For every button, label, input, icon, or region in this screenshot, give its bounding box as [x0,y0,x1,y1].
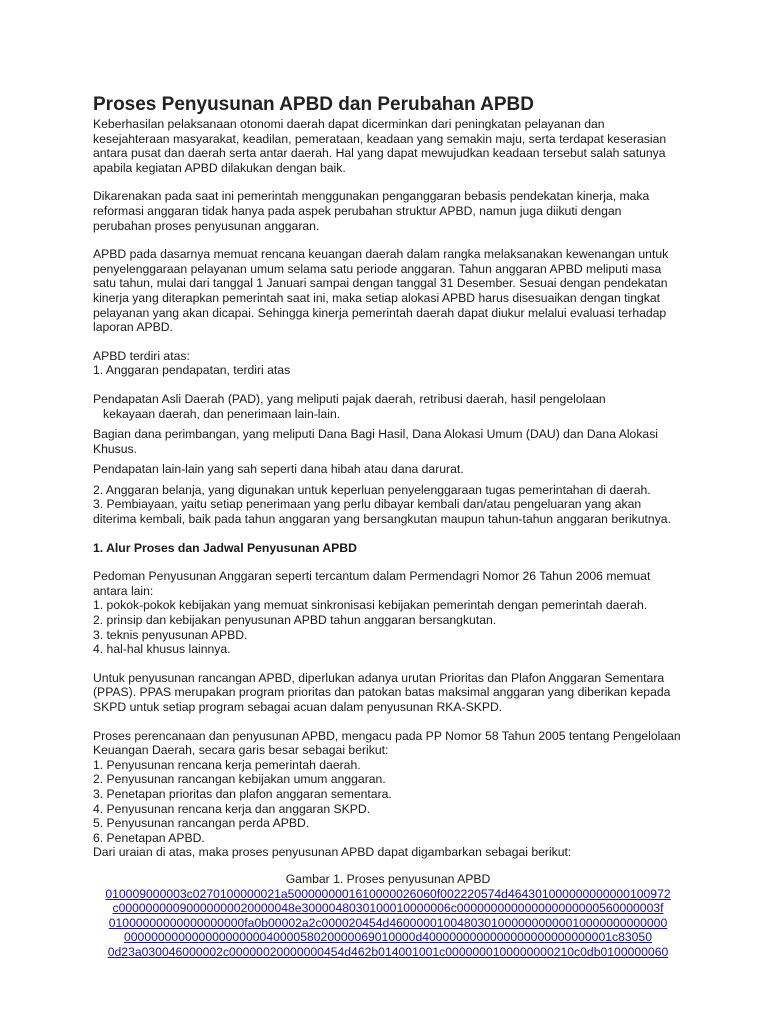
pad-item-continued: kekayaan daerah, dan penerimaan lain-lain. [103,406,341,421]
proses-item: 4. Penyusunan rencana kerja dan anggaran SKPD. [93,801,371,816]
embedded-image-link[interactable]: 0000000000000000000004000058020000069010000d4000000000000000000000000001c83050 [123,930,652,945]
section-heading: 1. Alur Proses dan Jadwal Penyusunan APBD [93,540,357,555]
apbd-components-title: APBD terdiri atas: [93,348,190,363]
dana-perimbangan-item: Bagian dana perimbangan, yang meliputi Dana Bagi Hasil, Dana Alokasi Umum (DAU) dan Dana Alokasi Khusus. [93,427,658,456]
pad-item: Pendapatan Asli Daerah (PAD), yang meliputi pajak daerah, retribusi daerah, hasil pengelolaan [93,391,606,406]
proses-intro: Proses perencanaan dan penyusunan APBD, mengacu pada PP Nomor 58 Tahun 2005 tentang Pengelolaan Keuangan Daerah, secara garis besar sebagai berikut: [93,728,681,758]
embedded-image-link[interactable]: 010009000003c0270100000021a5000000001610000026060f002220574d464301000000000000100972 [105,886,671,901]
pendapatan-lain-item: Pendapatan lain-lain yang sah seperti dana hibah atau dana darurat. [93,462,464,477]
paragraph-intro: Keberhasilan pelaksanaan otonomi daerah dapat dicerminkan dari peningkatan pelayanan dan kesejahteraan masyarakat, keadilan, pemerataan, keadaan yang semakin maju, serta terdapat keserasian antara pusat dan daerah serta antar daerah. Hal yang dapat mewujudkan keadaan tersebut salah satunya apabila kegiatan APBD dilakukan dengan baik. [93,117,667,175]
pedoman-item: 2. prinsip dan kebijakan penyusunan APBD tahun anggaran bersangkutan. [93,613,497,628]
proses-item: 1. Penyusunan rencana kerja pemerintah daerah. [93,757,361,772]
figure-caption: Gambar 1. Proses penyusunan APBD [285,871,491,886]
proses-item: 5. Penyusunan rancangan perda APBD. [93,816,310,831]
proses-item: 3. Penetapan prioritas dan plafon anggaran sementara. [93,786,392,801]
embedded-image-link[interactable]: 0d23a030046000002c00000020000000454d462b014001001c0000000100000000210c0db0100000060 [107,944,669,959]
embedded-image-link[interactable]: c00000000090000000020000048e3000048030100010000006c000000000000000000000560000003f [112,901,664,916]
apbd-component-2: 2. Anggaran belanja, yang digunakan untuk keperluan penyelenggaraan tugas pemerintahan di daerah. [93,482,651,497]
proses-item: 6. Penetapan APBD. [93,830,205,845]
pedoman-item: 3. teknis penyusunan APBD. [93,627,248,642]
pedoman-item: 1. pokok-pokok kebijakan yang memuat sinkronisasi kebijakan pemerintah dengan pemerintah daerah. [93,598,648,613]
embedded-image-link[interactable]: 01000000000000000000fa0b00002a2c000020454d46000001004803010000000000010000000000000 [108,915,668,930]
paragraph-apbd-definition: APBD pada dasarnya memuat rencana keuangan daerah dalam rangka melaksanakan kewenangan untuk penyelenggaraan pelayanan umum selama satu periode anggaran. Tahun anggaran APBD meliputi masa satu tahun, mulai dari tanggal 1 Januari sampai dengan tanggal 31 Desember. Sesuai dengan pendekatan kinerja yang diterapkan pemerintah saat ini, maka setiap alokasi APBD harus disesuaikan dengan tingkat pelayanan yang akan dicapai. Sehingga kinerja pemerintah daerah dapat diukur melalui evaluasi terhadap laporan APBD. [93,247,669,335]
dari-uraian: Dari uraian di atas, maka proses penyusunan APBD dapat digambarkan sebagai berikut: [93,845,572,860]
apbd-component-1: 1. Anggaran pendapatan, terdiri atas [93,363,291,378]
pedoman-intro: Pedoman Penyusunan Anggaran seperti tercantum dalam Permendagri Nomor 26 Tahun 2006 memuat antara lain: [93,569,651,598]
apbd-component-3: 3. Pembiayaan, yaitu setiap penerimaan yang perlu dibayar kembali dan/atau pengeluaran yang akan diterima kembali, baik pada tahun anggaran yang bersangkutan maupun tahun-tahun anggaran berikutnya. [93,497,671,527]
proses-item: 2. Penyusunan rancangan kebijakan umum anggaran. [93,772,386,787]
paragraph-reform: Dikarenakan pada saat ini pemerintah menggunakan penganggaran bebasis pendekatan kinerja, maka reformasi anggaran tidak hanya pada aspek perubahan struktur APBD, namun juga diikuti dengan perubahan proses penyusunan anggaran. [93,189,650,233]
article-body [93,94,683,960]
page-title: Proses Penyusunan APBD dan Perubahan APBD [93,94,534,115]
paragraph-ppas: Untuk penyusunan rancangan APBD, diperlukan adanya urutan Prioritas dan Plafon Anggaran Sementara (PPAS). PPAS merupakan program prioritas dan patokan batas maksimal anggaran yang diberikan kepada SKPD untuk setiap program sebagai acuan dalam penyusunan RKA-SKPD. [93,670,671,714]
pedoman-item: 4. hal-hal khusus lainnya. [93,642,231,657]
